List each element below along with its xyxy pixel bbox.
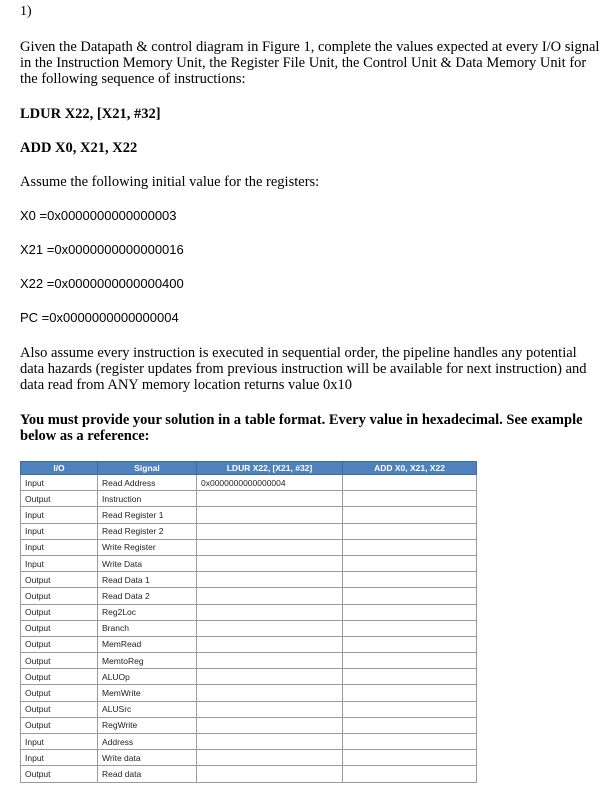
ldur-value-cell xyxy=(197,636,343,652)
table-row xyxy=(21,653,477,669)
add-value-cell xyxy=(343,669,477,685)
io-cell: Output xyxy=(21,653,98,669)
io-cell: Input xyxy=(21,523,98,539)
add-value-cell xyxy=(343,653,477,669)
register-x22: X22 =0x0000000000000400 xyxy=(20,276,184,291)
table-row xyxy=(21,491,477,507)
signal-cell: MemtoReg xyxy=(98,653,197,669)
signal-cell: Instruction xyxy=(98,491,197,507)
io-cell: Input xyxy=(21,734,98,750)
table-row xyxy=(21,717,477,733)
add-value-cell xyxy=(343,750,477,766)
signal-table xyxy=(20,461,477,783)
signal-cell: RegWrite xyxy=(98,717,197,733)
add-value-cell xyxy=(343,717,477,733)
add-value-cell xyxy=(343,701,477,717)
ldur-value-cell xyxy=(197,523,343,539)
register-x21: X21 =0x0000000000000016 xyxy=(20,242,184,257)
signal-cell: Read data xyxy=(98,766,197,782)
signal-cell: Write data xyxy=(98,750,197,766)
add-value-cell xyxy=(343,523,477,539)
header-add: ADD X0, X21, X22 xyxy=(343,462,477,475)
table-row xyxy=(21,620,477,636)
io-cell: Input xyxy=(21,539,98,555)
ldur-value-cell xyxy=(197,555,343,571)
signal-cell: Address xyxy=(98,734,197,750)
signal-cell: Read Register 1 xyxy=(98,507,197,523)
io-cell: Input xyxy=(21,555,98,571)
io-cell: Output xyxy=(21,717,98,733)
header-ldur: LDUR X22, [X21, #32] xyxy=(197,462,343,475)
table-row xyxy=(21,507,477,523)
register-x0: X0 =0x0000000000000003 xyxy=(20,208,177,223)
io-cell: Output xyxy=(21,766,98,782)
io-cell: Output xyxy=(21,491,98,507)
io-cell: Output xyxy=(21,588,98,604)
signal-cell: MemWrite xyxy=(98,685,197,701)
question-number: 1) xyxy=(20,4,32,19)
add-value-cell xyxy=(343,572,477,588)
io-cell: Output xyxy=(21,604,98,620)
ldur-value-cell: 0x0000000000000004 xyxy=(197,475,343,491)
add-value-cell xyxy=(343,604,477,620)
signal-cell: Read Data 2 xyxy=(98,588,197,604)
ldur-value-cell xyxy=(197,588,343,604)
table-row xyxy=(21,636,477,652)
registers-intro: Assume the following initial value for the registers: xyxy=(20,174,320,190)
io-cell: Output xyxy=(21,669,98,685)
add-value-cell xyxy=(343,734,477,750)
signal-cell: MemRead xyxy=(98,636,197,652)
intro-paragraph: Given the Datapath & control diagram in Figure 1, complete the values expected at every I/O signal in the Instruction Memory Unit, the Register File Unit, the Control Unit & Data Memory Unit for the following sequence of instructions: xyxy=(20,39,600,87)
table-header-row xyxy=(21,462,477,475)
add-value-cell xyxy=(343,507,477,523)
table-row xyxy=(21,539,477,555)
ldur-value-cell xyxy=(197,653,343,669)
ldur-value-cell xyxy=(197,620,343,636)
add-value-cell xyxy=(343,766,477,782)
ldur-value-cell xyxy=(197,491,343,507)
io-cell: Output xyxy=(21,572,98,588)
table-row xyxy=(21,685,477,701)
register-pc: PC =0x0000000000000004 xyxy=(20,310,179,325)
add-value-cell xyxy=(343,555,477,571)
table-row xyxy=(21,555,477,571)
instruction-ldur: LDUR X22, [X21, #32] xyxy=(20,106,161,122)
io-cell: Output xyxy=(21,701,98,717)
io-cell: Output xyxy=(21,620,98,636)
table-row xyxy=(21,588,477,604)
signal-cell: Branch xyxy=(98,620,197,636)
signal-cell: Write Register xyxy=(98,539,197,555)
table-row xyxy=(21,766,477,782)
table-row xyxy=(21,475,477,491)
signal-cell: Read Register 2 xyxy=(98,523,197,539)
signal-cell: Write Data xyxy=(98,555,197,571)
add-value-cell xyxy=(343,588,477,604)
table-row xyxy=(21,669,477,685)
ldur-value-cell xyxy=(197,669,343,685)
ldur-value-cell xyxy=(197,701,343,717)
header-signal: Signal xyxy=(98,462,197,475)
signal-cell: Read Data 1 xyxy=(98,572,197,588)
ldur-value-cell xyxy=(197,734,343,750)
ldur-value-cell xyxy=(197,766,343,782)
io-cell: Input xyxy=(21,750,98,766)
ldur-value-cell xyxy=(197,539,343,555)
ldur-value-cell xyxy=(197,750,343,766)
io-cell: Output xyxy=(21,685,98,701)
ldur-value-cell xyxy=(197,572,343,588)
add-value-cell xyxy=(343,685,477,701)
add-value-cell xyxy=(343,475,477,491)
signal-cell: Read Address xyxy=(98,475,197,491)
table-row xyxy=(21,572,477,588)
table-row xyxy=(21,750,477,766)
table-row xyxy=(21,701,477,717)
signal-cell: ALUSrc xyxy=(98,701,197,717)
add-value-cell xyxy=(343,491,477,507)
io-cell: Output xyxy=(21,636,98,652)
instruction-add: ADD X0, X21, X22 xyxy=(20,140,138,156)
ldur-value-cell xyxy=(197,604,343,620)
signal-cell: Reg2Loc xyxy=(98,604,197,620)
io-cell: Input xyxy=(21,475,98,491)
add-value-cell xyxy=(343,620,477,636)
signal-cell: ALUOp xyxy=(98,669,197,685)
table-row xyxy=(21,523,477,539)
add-value-cell xyxy=(343,539,477,555)
table-row xyxy=(21,734,477,750)
assumption-paragraph: Also assume every instruction is executed in sequential order, the pipeline handles any potential data hazards (register updates from previous instruction will be available for next instruction) and data read from ANY memory location returns value 0x10 xyxy=(20,345,587,393)
ldur-value-cell xyxy=(197,507,343,523)
table-row xyxy=(21,604,477,620)
header-io: I/O xyxy=(21,462,98,475)
io-cell: Input xyxy=(21,507,98,523)
requirement-paragraph: You must provide your solution in a table format. Every value in hexadecimal. See example below as a reference: xyxy=(20,412,583,444)
add-value-cell xyxy=(343,636,477,652)
ldur-value-cell xyxy=(197,717,343,733)
ldur-value-cell xyxy=(197,685,343,701)
